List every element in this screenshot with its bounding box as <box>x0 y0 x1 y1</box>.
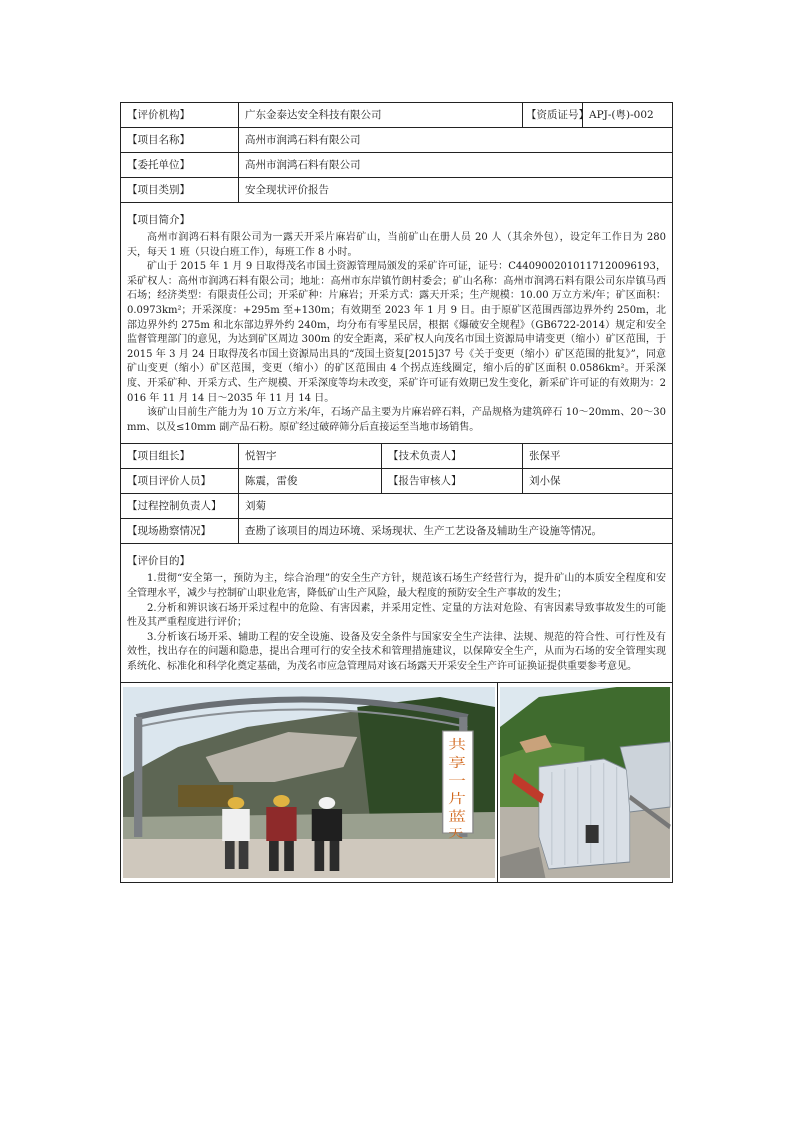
svg-text:蓝: 蓝 <box>448 809 467 825</box>
report-form <box>120 102 672 883</box>
row-project-intro <box>121 203 673 444</box>
tech-lead-label: 【技术负责人】 <box>382 444 523 469</box>
intro-paragraph: 矿山于 2015 年 1 月 9 日取得茂名市国土资源管理局颁发的采矿许可证，证号：C4409002010117120096193，采矿权人：高州市润鸿石料有限公司；地址：高州市东岸镇竹朗村委会；矿山名称：高州市润鸿石料有限公司东岸镇马西石场；经济类型：有限责任公司；开采矿种：片麻岩；开采方式：露天开采；生产规模：10.00 万立方米/年；矿区面积：0.0973km²；开采深度：+295m 至+130m；有效期至 2023 年 1 月 9 日。由于原矿区范围西部边界外约 250m，北部边界外约 275m 和北东部边界外约 240m，均分布有零星民居，根据《爆破安全规程》（GB6722-2014）规定和安全监督管理部门的意见，为达到矿区周边 300m 的安全距离，采矿权人向茂名市国土资源局申请变更（缩小）矿区范围，于 2015 年 3 月 24 日取得茂名市国土资源局出具的“茂国土资复[2015]37 号《关于变更（缩小）矿区范围的批复》”，同意矿山变更（缩小）矿区范围，变更（缩小）的矿区范围由 4 个拐点连线圈定，缩小后的矿区面积 0.0586km²。开采深度、开采矿种、开采方式、生产规模、开采深度等均未改变，采矿许可证有效期已发生变化，新采矿许可证的有效期为：2016 年 11 月 14 日～2035 年 11 月 14 日。 <box>127 261 667 404</box>
project-type-label: 【项目类别】 <box>121 178 239 203</box>
info-table <box>120 102 673 883</box>
row-process-control <box>121 494 673 519</box>
purpose-block <box>121 544 673 683</box>
evaluators-value: 陈震，雷俊 <box>239 469 382 494</box>
certificate-value: APJ-(粤)-002 <box>583 103 673 128</box>
row-team-2 <box>121 469 673 494</box>
intro-paragraph: 该矿山目前生产能力为 10 万立方米/年，石场产品主要为片麻岩碎石料，产品规格为建筑碎石 10～20mm、20～30mm、以及≤10mm 副产品石粉。原矿经过破碎筛分后直接运至当地市场销售。 <box>127 407 667 433</box>
certificate-label: 【资质证号】 <box>523 103 583 128</box>
site-photo-plant <box>500 687 670 878</box>
svg-text:共: 共 <box>448 737 467 753</box>
project-name-value: 高州市润鸿石料有限公司 <box>239 128 673 153</box>
team-leader-value: 悦智宇 <box>239 444 382 469</box>
svg-text:享: 享 <box>448 755 467 771</box>
purpose-paragraph: 2.分析和辨识该石场开采过程中的危险、有害因素，并采用定性、定量的方法对危险、有害因素导致事故发生的可能性及其严重程度进行评价； <box>127 602 667 629</box>
reviewer-value: 刘小保 <box>523 469 673 494</box>
svg-text:片: 片 <box>448 791 467 807</box>
intro-paragraph: 高州市润鸿石料有限公司为一露天开采片麻岩矿山，当前矿山在册人员 20 人（其余外包），设定年工作日为 280 天，每天 1 班（只设白班工作），每班工作 8 小时。 <box>127 232 667 258</box>
site-photo-gate <box>123 687 495 878</box>
purpose-paragraph: 3.分析该石场开采、辅助工程的安全设施、设备及安全条件与国家安全生产法律、法规、规范的符合性、可行性及有效性，找出存在的问题和隐患，提出合理可行的安全技术和管理措施建议，以保障安全生产，从而为石场的安全管理实现系统化、标准化和科学化奠定基础，为茂名市应急管理局对该石场露天开采安全生产许可证换证提供重要参考意见。 <box>127 631 667 672</box>
site-survey-value: 查勘了该项目的周边环境、采场现状、生产工艺设备及辅助生产设施等情况。 <box>239 519 673 544</box>
client-label: 【委托单位】 <box>121 153 239 178</box>
svg-text:天: 天 <box>448 828 464 841</box>
photo-cell-right <box>498 683 673 883</box>
row-project-type <box>121 178 673 203</box>
evaluators-label: 【项目评价人员】 <box>121 469 239 494</box>
evaluation-org-label: 【评价机构】 <box>121 103 239 128</box>
svg-text:一: 一 <box>448 773 467 789</box>
row-photos <box>121 683 673 883</box>
row-purpose <box>121 544 673 683</box>
row-site-survey <box>121 519 673 544</box>
project-intro-heading: 【项目简介】 <box>127 214 190 226</box>
tech-lead-value: 张保平 <box>523 444 673 469</box>
purpose-paragraph: 1.贯彻“安全第一，预防为主，综合治理”的安全生产方针，规范该石场生产经营行为，提升矿山的本质安全程度和安全管理水平，减少与控制矿山职业危害，降低矿山生产风险，最大程度的预防安全生产事故的发生； <box>127 573 667 599</box>
project-type-value: 安全现状评价报告 <box>239 178 673 203</box>
evaluation-org-value: 广东金泰达安全科技有限公司 <box>239 103 523 128</box>
process-control-label: 【过程控制负责人】 <box>121 494 239 519</box>
row-evaluation-org <box>121 103 673 128</box>
row-team-1 <box>121 444 673 469</box>
row-project-name <box>121 128 673 153</box>
site-survey-label: 【现场勘察情况】 <box>121 519 239 544</box>
photo-cell-left <box>121 683 498 883</box>
reviewer-label: 【报告审核人】 <box>382 469 523 494</box>
row-client <box>121 153 673 178</box>
process-control-value: 刘菊 <box>239 494 673 519</box>
project-name-label: 【项目名称】 <box>121 128 239 153</box>
project-intro-block <box>121 203 673 444</box>
team-leader-label: 【项目组长】 <box>121 444 239 469</box>
client-value: 高州市润鸿石料有限公司 <box>239 153 673 178</box>
purpose-heading: 【评价目的】 <box>127 555 190 568</box>
